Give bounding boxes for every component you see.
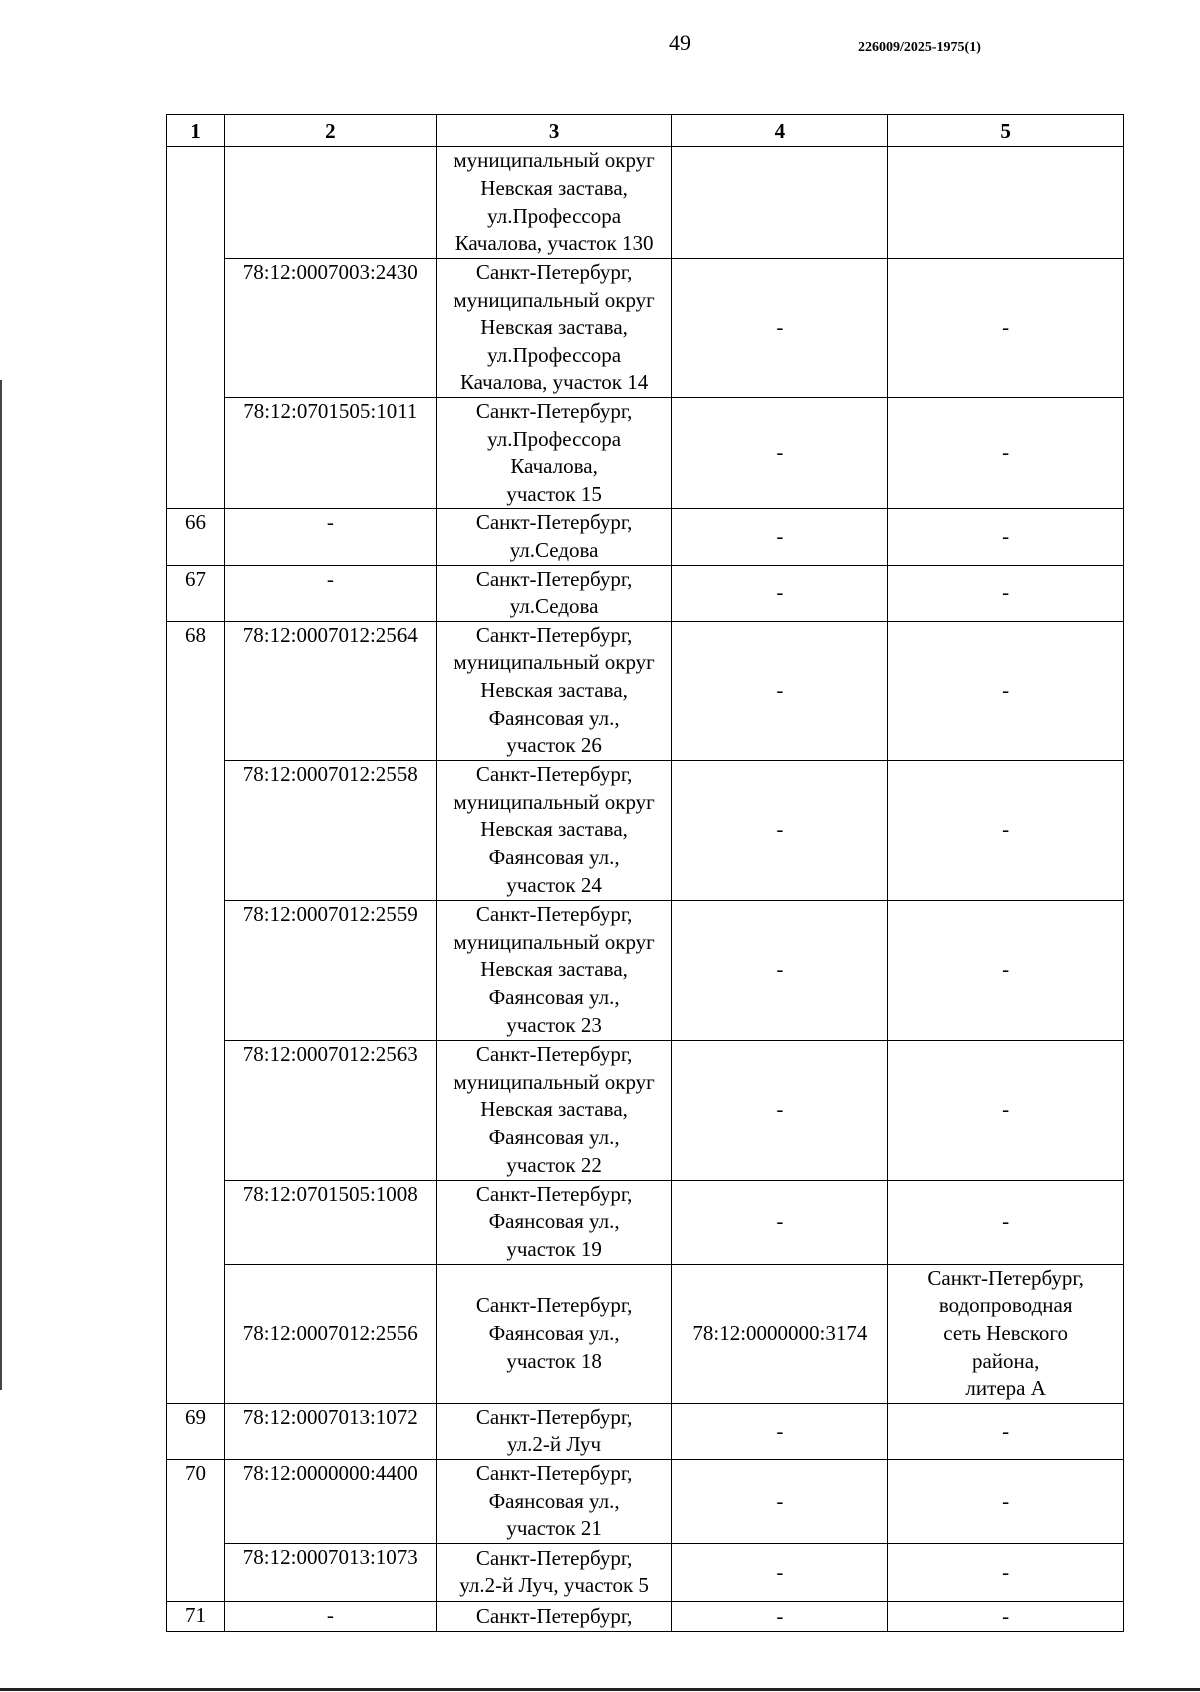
cadastral-number-cell: 78:12:0007003:2430: [224, 259, 436, 398]
linked-object-number-cell: -: [672, 259, 888, 398]
linked-object-number-cell: -: [672, 760, 888, 900]
linked-object-number-cell: -: [672, 900, 888, 1040]
address-cell: Санкт-Петербург, ул.Седова: [436, 565, 672, 621]
table-body: [167, 147, 1124, 1632]
row-number-cell: 67: [167, 565, 225, 621]
linked-object-address-cell: -: [888, 1403, 1124, 1459]
document-id: 226009/2025-1975(1): [858, 40, 981, 55]
column-header: 3: [436, 115, 672, 147]
address-cell: Санкт-Петербург, Фаянсовая ул., участок 18: [436, 1264, 672, 1403]
linked-object-address-cell: -: [888, 1543, 1124, 1601]
row-number-cell: 70: [167, 1459, 225, 1601]
table-row: [167, 259, 1124, 398]
address-cell: Санкт-Петербург, муниципальный округ Невская застава, ул.Профессора Качалова, участок 14: [436, 259, 672, 398]
linked-object-number-cell: -: [672, 1543, 888, 1601]
cadastral-number-cell: 78:12:0007012:2564: [224, 621, 436, 760]
table-row: [167, 509, 1124, 565]
table-row: [167, 147, 1124, 259]
linked-object-address-cell: -: [888, 398, 1124, 509]
linked-object-number-cell: -: [672, 398, 888, 509]
linked-object-number-cell: -: [672, 1040, 888, 1180]
linked-object-address-cell: -: [888, 900, 1124, 1040]
cadastral-number-cell: 78:12:0701505:1008: [224, 1180, 436, 1264]
cadastral-number-cell: 78:12:0007012:2558: [224, 760, 436, 900]
linked-object-number-cell: -: [672, 1403, 888, 1459]
linked-object-number-cell: -: [672, 565, 888, 621]
table-row: [167, 1459, 1124, 1543]
row-number-cell: 69: [167, 1403, 225, 1459]
row-number-cell: [167, 147, 225, 509]
cadastral-number-cell: -: [224, 1601, 436, 1631]
column-header: 1: [167, 115, 225, 147]
address-cell: Санкт-Петербург, ул.Профессора Качалова, участок 15: [436, 398, 672, 509]
linked-object-number-cell: -: [672, 1601, 888, 1631]
address-cell: Санкт-Петербург, муниципальный округ Невская застава, Фаянсовая ул., участок 26: [436, 621, 672, 760]
address-cell: Санкт-Петербург, муниципальный округ Невская застава, Фаянсовая ул., участок 24: [436, 760, 672, 900]
column-header: 4: [672, 115, 888, 147]
address-cell: Санкт-Петербург,: [436, 1601, 672, 1631]
scan-edge-left: [0, 380, 2, 1390]
linked-object-address-cell: Санкт-Петербург, водопроводная сеть Невского района, литера А: [888, 1264, 1124, 1403]
linked-object-number-cell: -: [672, 621, 888, 760]
linked-object-number-cell: -: [672, 1180, 888, 1264]
cadastral-number-cell: 78:12:0007012:2556: [224, 1264, 436, 1403]
linked-object-number-cell: -: [672, 509, 888, 565]
table-row: [167, 1543, 1124, 1601]
row-number-cell: 71: [167, 1601, 225, 1631]
table-row: [167, 621, 1124, 760]
address-cell: Санкт-Петербург, ул.2-й Луч, участок 5: [436, 1543, 672, 1601]
cadastral-number-cell: 78:12:0000000:4400: [224, 1459, 436, 1543]
cadastral-number-cell: -: [224, 565, 436, 621]
linked-object-address-cell: -: [888, 760, 1124, 900]
table-row: [167, 1403, 1124, 1459]
scan-edge-bottom: [0, 1688, 1200, 1691]
linked-object-number-cell: -: [672, 1459, 888, 1543]
table-row: [167, 1601, 1124, 1631]
page-number: 49: [669, 30, 691, 55]
linked-object-number-cell: [672, 147, 888, 259]
cadastral-number-cell: 78:12:0701505:1011: [224, 398, 436, 509]
address-cell: Санкт-Петербург, муниципальный округ Невская застава, Фаянсовая ул., участок 22: [436, 1040, 672, 1180]
table-row: [167, 1264, 1124, 1403]
address-cell: муниципальный округ Невская застава, ул.Профессора Качалова, участок 130: [436, 147, 672, 259]
cadastral-number-cell: 78:12:0007013:1072: [224, 1403, 436, 1459]
linked-object-address-cell: -: [888, 621, 1124, 760]
linked-object-address-cell: -: [888, 565, 1124, 621]
linked-object-address-cell: -: [888, 509, 1124, 565]
row-number-cell: 66: [167, 509, 225, 565]
cadastral-number-cell: -: [224, 509, 436, 565]
row-number-cell: 68: [167, 621, 225, 1403]
table-row: [167, 398, 1124, 509]
table-row: [167, 1040, 1124, 1180]
land-plots-table: [166, 114, 1124, 1632]
cadastral-number-cell: 78:12:0007012:2559: [224, 900, 436, 1040]
address-cell: Санкт-Петербург, Фаянсовая ул., участок 19: [436, 1180, 672, 1264]
linked-object-address-cell: -: [888, 1601, 1124, 1631]
linked-object-address-cell: [888, 147, 1124, 259]
linked-object-address-cell: -: [888, 259, 1124, 398]
linked-object-address-cell: -: [888, 1459, 1124, 1543]
address-cell: Санкт-Петербург, ул.Седова: [436, 509, 672, 565]
column-header: 5: [888, 115, 1124, 147]
table-row: [167, 1180, 1124, 1264]
column-header: 2: [224, 115, 436, 147]
address-cell: Санкт-Петербург, ул.2-й Луч: [436, 1403, 672, 1459]
table-row: [167, 565, 1124, 621]
linked-object-number-cell: 78:12:0000000:3174: [672, 1264, 888, 1403]
cadastral-number-cell: 78:12:0007012:2563: [224, 1040, 436, 1180]
table-header-row: [167, 115, 1124, 147]
address-cell: Санкт-Петербург, муниципальный округ Невская застава, Фаянсовая ул., участок 23: [436, 900, 672, 1040]
table-row: [167, 900, 1124, 1040]
table-row: [167, 760, 1124, 900]
cadastral-number-cell: 78:12:0007013:1073: [224, 1543, 436, 1601]
address-cell: Санкт-Петербург, Фаянсовая ул., участок 21: [436, 1459, 672, 1543]
linked-object-address-cell: -: [888, 1040, 1124, 1180]
linked-object-address-cell: -: [888, 1180, 1124, 1264]
cadastral-number-cell: [224, 147, 436, 259]
